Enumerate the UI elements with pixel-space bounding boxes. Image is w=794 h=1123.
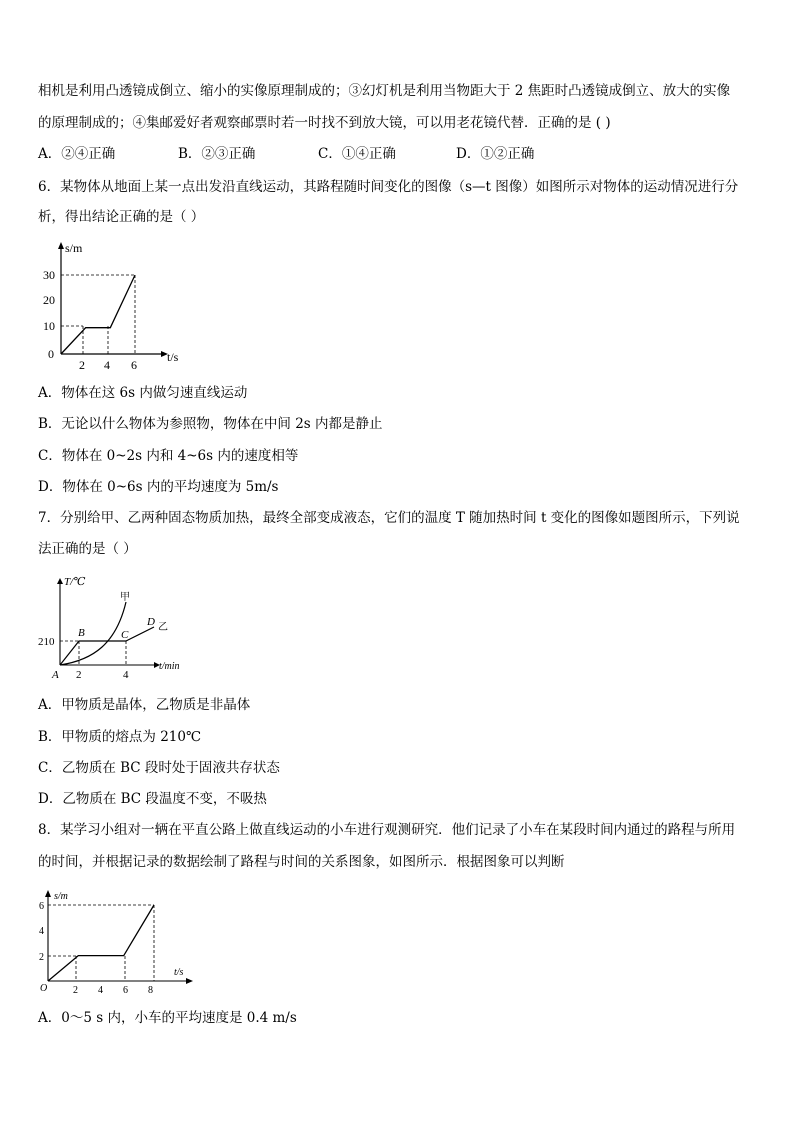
q7-temperature-graph xyxy=(38,572,198,682)
q8-st-graph xyxy=(38,885,198,995)
q6-origin-label: 0 xyxy=(48,347,54,361)
q8-ylabel: s/m xyxy=(54,891,68,902)
q7-jia-curve xyxy=(60,602,126,665)
q6-data-line xyxy=(61,275,135,354)
q6-xtick-2: 2 xyxy=(79,358,85,372)
q5-option-d[interactable]: D．①②正确 xyxy=(456,146,535,162)
q7-point-b: B xyxy=(78,627,85,639)
q6-option-d[interactable]: D．物体在 0~6s 内的平均速度为 5m/s xyxy=(38,479,279,495)
q5-options xyxy=(38,144,534,164)
q6-option-a[interactable]: A．物体在这 6s 内做匀速直线运动 xyxy=(38,385,248,401)
q6-st-graph xyxy=(38,238,179,372)
q8-origin-label: O xyxy=(40,983,48,994)
q7-label-jia: 甲 xyxy=(120,592,130,603)
q8-xlabel: t/s xyxy=(174,967,184,978)
q8-xtick-8: 8 xyxy=(148,985,153,996)
q7-xtick-2: 2 xyxy=(76,669,82,681)
q5-option-a[interactable]: A．②④正确 xyxy=(38,146,116,162)
q8-ytick-2: 2 xyxy=(39,952,44,963)
q8-xtick-2: 2 xyxy=(73,985,78,996)
q7-text-line1: 7．分别给甲、乙两种固态物质加热，最终全部变成液态，它们的温度 T 随加热时间 t 变化的图像如题图所示，下列说 xyxy=(38,510,740,526)
q6-text-line2: 析，得出结论正确的是（ ） xyxy=(38,209,205,225)
q7-option-b[interactable]: B．甲物质的熔点为 210℃ xyxy=(38,729,202,745)
q7-option-d[interactable]: D．乙物质在 BC 段温度不变，不吸热 xyxy=(38,791,267,807)
q7-option-c[interactable]: C．乙物质在 BC 段时处于固液共存状态 xyxy=(38,760,280,776)
q8-ytick-4: 4 xyxy=(39,926,44,937)
q5-text-line1: 相机是利用凸透镜成倒立、缩小的实像原理制成的；③幻灯机是利用当物距大于 2 焦距时凸透镜成倒立、放大的实像 xyxy=(38,83,731,99)
q6-xtick-4: 4 xyxy=(104,358,110,372)
q5-option-b[interactable]: B．②③正确 xyxy=(178,146,256,162)
q7-yi-line xyxy=(60,627,154,665)
q7-point-d: D xyxy=(147,616,155,628)
q6-option-c[interactable]: C．物体在 0~2s 内和 4~6s 内的速度相等 xyxy=(38,448,299,464)
q6-option-b[interactable]: B．无论以什么物体为参照物，物体在中间 2s 内都是静止 xyxy=(38,416,383,432)
q8-text-line2: 的时间，并根据记录的数据绘制了路程与时间的关系图象，如图所示．根据图象可以判断 xyxy=(38,854,565,870)
q6-ytick-20: 20 xyxy=(43,293,55,307)
q6-text-line1: 6．某物体从地面上某一点出发沿直线运动，其路程随时间变化的图像（s—t 图像）如图所示对物体的运动情况进行分 xyxy=(38,179,739,195)
q8-data-line xyxy=(48,905,154,981)
q8-text-line1: 8．某学习小组对一辆在平直公路上做直线运动的小车进行观测研究．他们记录了小车在某段时间内通过的路程与所用 xyxy=(38,822,736,838)
q7-point-c: C xyxy=(121,629,129,641)
q8-xtick-6: 6 xyxy=(123,985,128,996)
q8-option-a[interactable]: A．0～5 s 内，小车的平均速度是 0.4 m/s xyxy=(38,1010,297,1026)
q8-xtick-4: 4 xyxy=(98,985,103,996)
q6-xlabel: t/s xyxy=(167,350,179,364)
q7-ytick-210: 210 xyxy=(38,636,55,648)
q7-ylabel: T/℃ xyxy=(64,576,86,588)
q6-ylabel: s/m xyxy=(65,241,83,255)
q7-label-yi: 乙 xyxy=(158,622,168,633)
q7-xtick-4: 4 xyxy=(123,669,129,681)
q7-point-a: A xyxy=(52,669,59,681)
q6-xtick-6: 6 xyxy=(131,358,137,372)
q6-ytick-10: 10 xyxy=(43,319,55,333)
q5-option-c[interactable]: C．①④正确 xyxy=(318,146,396,162)
q5-text-line2: 的原理制成的；④集邮爱好者观察邮票时若一时找不到放大镜，可以用老花镜代替．正确的是 ( ) xyxy=(38,115,611,131)
q7-option-a[interactable]: A．甲物质是晶体，乙物质是非晶体 xyxy=(38,697,251,713)
q7-text-line2: 法正确的是（ ） xyxy=(38,541,137,557)
q7-xlabel: t/min xyxy=(159,661,180,672)
q8-ytick-6: 6 xyxy=(39,901,44,912)
q6-ytick-30: 30 xyxy=(43,268,55,282)
